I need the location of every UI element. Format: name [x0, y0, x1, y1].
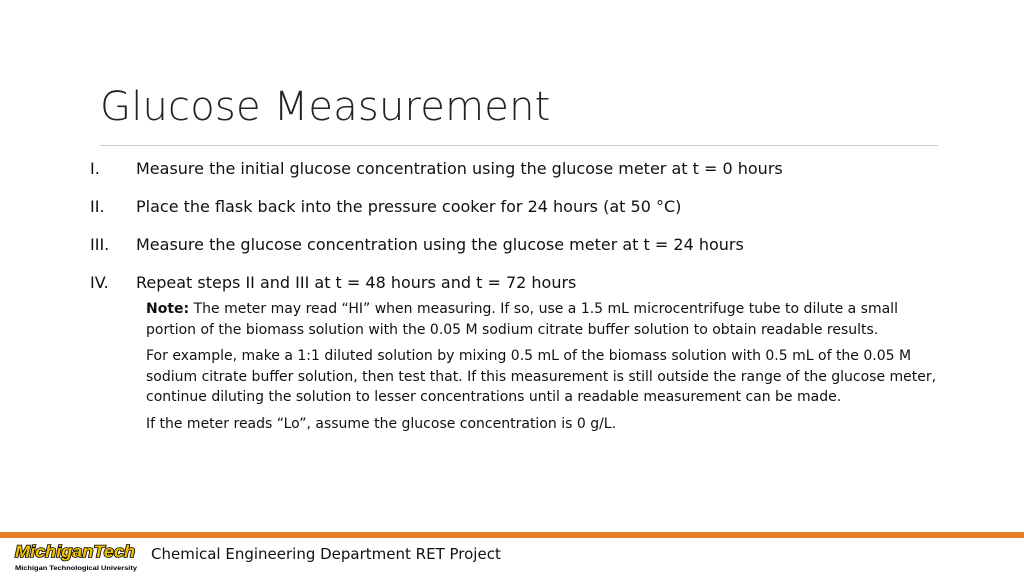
logo-wordmark: MichiganTech: [15, 542, 135, 561]
slide-title: Glucose Measurement: [100, 84, 551, 130]
step-item: [90, 272, 950, 298]
step-item: [90, 158, 950, 196]
michigan-tech-logo: [12, 540, 140, 574]
step-item: [90, 196, 950, 234]
step-number: II.: [90, 197, 105, 216]
step-text: Place the flask back into the pressure cooker for 24 hours (at 50 °C): [136, 197, 682, 216]
step-number: I.: [90, 159, 100, 178]
footer-text: Chemical Engineering Department RET Project: [151, 545, 501, 563]
note-label: Note:: [146, 301, 190, 317]
title-divider: [100, 145, 938, 146]
step-number: IV.: [90, 273, 109, 292]
step-number: III.: [90, 235, 110, 254]
step-item: [90, 234, 950, 272]
example-paragraph: For example, make a 1:1 diluted solution by mixing 0.5 mL of the biomass solution with 0.5 mL of the 0.05 M sodium citrate buffer solution, then test that. If this measurement is still outside the range of the glucose meter, continue diluting the solution to lesser concentrations until a readable measurement can be made.: [146, 348, 937, 405]
steps-list: [90, 158, 950, 298]
step-text: Measure the glucose concentration using the glucose meter at t = 24 hours: [136, 235, 744, 254]
logo-subtext: Michigan Technological University: [15, 565, 138, 572]
step-text: Measure the initial glucose concentration using the glucose meter at t = 0 hours: [136, 159, 783, 178]
lo-paragraph: If the meter reads “Lo”, assume the glucose concentration is 0 g/L.: [146, 415, 617, 432]
step-text: Repeat steps II and III at t = 48 hours and t = 72 hours: [136, 273, 577, 292]
note-paragraph: [146, 299, 946, 340]
sub-notes: [146, 299, 946, 440]
footer-accent-bar: [0, 532, 1024, 538]
note-text: The meter may read “HI” when measuring. If so, use a 1.5 mL microcentrifuge tube to dilute a small portion of the biomass solution with the 0.05 M sodium citrate buffer solution to obtain readable results.: [146, 301, 898, 338]
